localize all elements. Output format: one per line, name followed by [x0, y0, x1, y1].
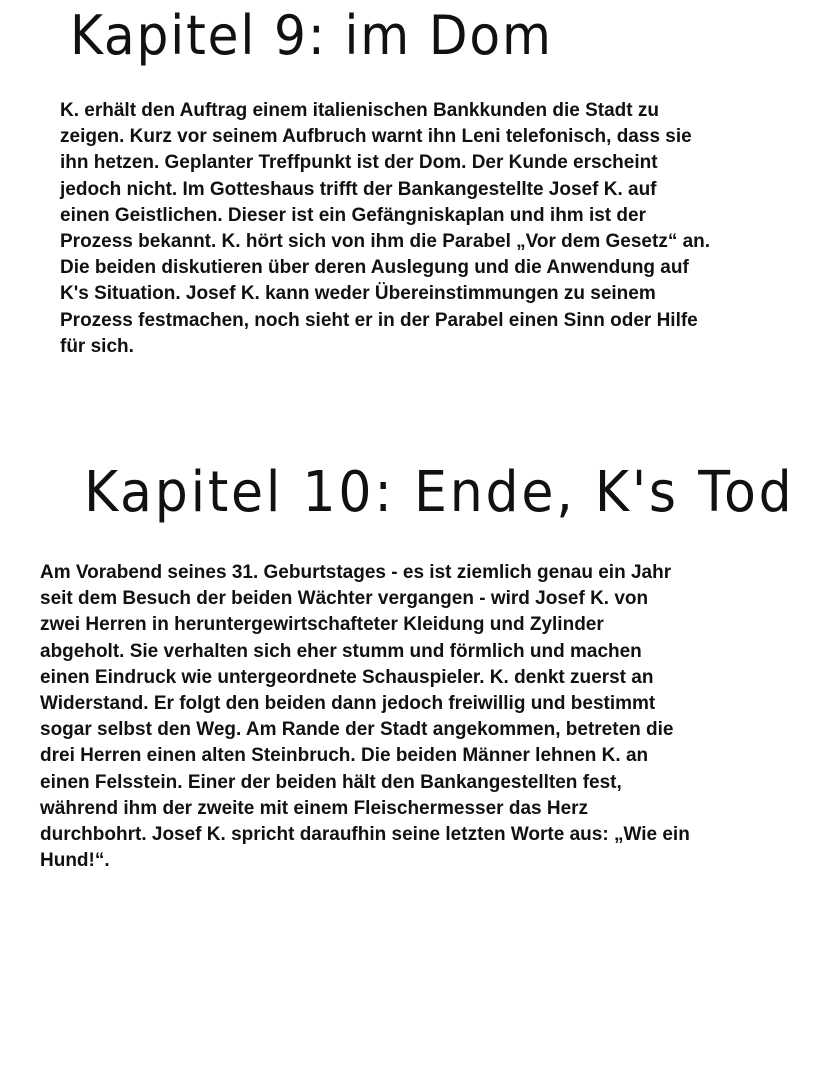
text-line: zwei Herren in heruntergewirtschafteter Kleidung und Zylinder — [40, 614, 604, 636]
chapter-9-summary — [60, 98, 800, 360]
text-line: Die beiden diskutieren über deren Auslegung und die Anwendung auf — [60, 257, 689, 279]
text-line: Prozess bekannt. K. hört sich von ihm die Parabel „Vor dem Gesetz“ an. — [60, 231, 711, 253]
text-line: einen Eindruck wie untergeordnete Schauspieler. K. denkt zuerst an — [40, 666, 654, 688]
text-line: sogar selbst den Weg. Am Rande der Stadt angekommen, betreten die — [40, 719, 674, 741]
text-line: drei Herren einen alten Steinbruch. Die beiden Männer lehnen K. an — [40, 745, 649, 767]
text-line: zeigen. Kurz vor seinem Aufbruch warnt ihn Leni telefonisch, dass sie — [60, 126, 692, 148]
text-line: einen Geistlichen. Dieser ist ein Gefängniskaplan und ihm ist der — [60, 204, 646, 226]
text-line: ihn hetzen. Geplanter Treffpunkt ist der Dom. Der Kunde erscheint — [60, 152, 658, 174]
text-line: durchbohrt. Josef K. spricht daraufhin seine letzten Worte aus: „Wie ein — [40, 824, 690, 846]
text-line: für sich. — [60, 335, 134, 357]
text-line: seit dem Besuch der beiden Wächter vergangen - wird Josef K. von — [40, 588, 649, 610]
text-line: abgeholt. Sie verhalten sich eher stumm und förmlich und machen — [40, 640, 642, 662]
chapter-10-heading: Kapitel 10: Ende, K's Tod — [84, 460, 795, 525]
chapter-10-summary — [40, 560, 780, 874]
text-line: jedoch nicht. Im Gotteshaus trifft der Bankangestellte Josef K. auf — [60, 178, 657, 200]
chapter-9-heading: Kapitel 9: im Dom — [70, 4, 553, 67]
text-line: während ihm der zweite mit einem Fleischermesser das Herz — [40, 797, 589, 819]
text-line: Hund!“. — [40, 850, 110, 872]
text-line: K. erhält den Auftrag einem italienischen Bankkunden die Stadt zu — [60, 100, 659, 121]
text-line: Widerstand. Er folgt den beiden dann jedoch freiwillig und bestimmt — [40, 693, 656, 715]
text-line: Prozess festmachen, noch sieht er in der Parabel einen Sinn oder Hilfe — [60, 309, 698, 331]
text-line: Am Vorabend seines 31. Geburtstages - es ist ziemlich genau ein Jahr — [40, 562, 672, 583]
text-line: K's Situation. Josef K. kann weder Übereinstimmungen zu seinem — [60, 283, 656, 305]
text-line: einen Felsstein. Einer der beiden hält den Bankangestellten fest, — [40, 771, 622, 793]
